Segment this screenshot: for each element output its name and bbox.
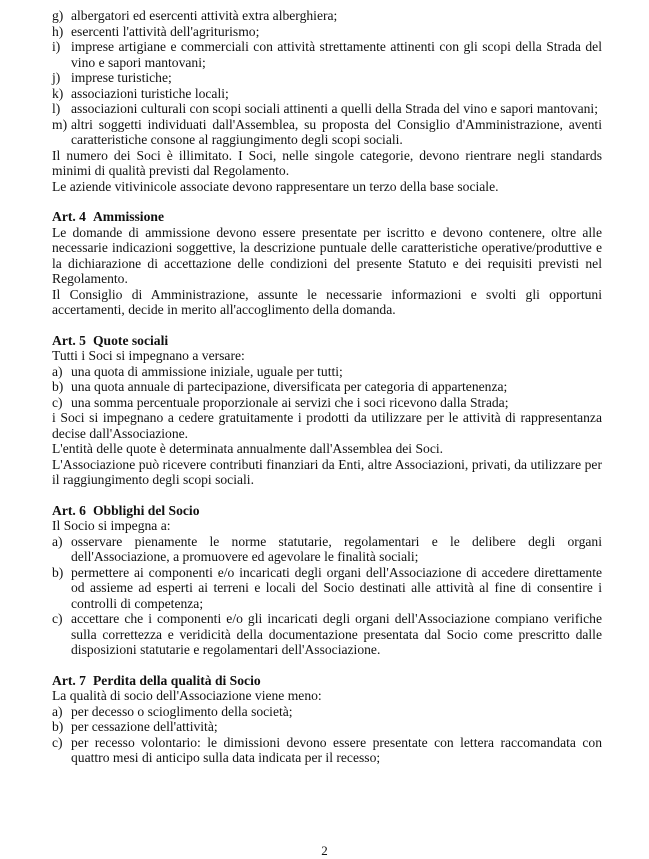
list-item-label: b)	[52, 564, 64, 580]
list-item-label: b)	[52, 379, 64, 394]
list-item	[52, 24, 602, 40]
article-7	[52, 673, 602, 766]
list-item	[52, 39, 602, 70]
paragraph: Tutti i Soci si impegnano a versare:	[52, 348, 245, 363]
list-item	[52, 395, 602, 411]
list-item	[52, 534, 602, 565]
list-item	[52, 101, 602, 117]
list-item-label: b)	[52, 719, 64, 734]
list-item-text: albergatori ed esercenti attività extra alberghiera;	[71, 8, 338, 23]
list-item	[52, 86, 602, 102]
list-item-label: c)	[52, 394, 63, 410]
article-heading	[52, 503, 602, 519]
page-number: 2	[321, 843, 328, 858]
article-number: Art. 5	[52, 332, 86, 348]
list-item-label: j)	[52, 70, 61, 85]
list-item-text: altri soggetti individuati dall'Assemblea, su proposta del Consiglio d'Amministrazione, aventi caratteristiche consone al raggiungimento degli scopi sociali.	[71, 116, 602, 147]
list-item	[52, 704, 602, 720]
list-item-text: imprese artigiane e commerciali con attività strettamente attinenti con gli scopi della Strada del vino e sapori mantovani;	[71, 39, 602, 70]
list-item-text: osservare pienamente le norme statutarie, regolamentari e le delibere degli organi dell'Associazione, a promuovere ed agevolare le finalità sociali;	[71, 533, 602, 564]
list-item-label: l)	[52, 101, 61, 116]
list-item-text: per cessazione dell'attività;	[71, 719, 218, 734]
list-item-label: a)	[52, 363, 63, 379]
list-item-label: i)	[52, 39, 61, 54]
list-item	[52, 611, 602, 658]
paragraph: Il Consiglio di Amministrazione, assunte le necessarie informazioni e svolti gli opportuni accertamenti, decide in merito all'accoglimento della domanda.	[52, 286, 602, 317]
article-heading	[52, 209, 602, 225]
paragraph: Le aziende vitivinicole associate devono rappresentare un terzo della base sociale.	[52, 178, 499, 194]
list-item	[52, 117, 602, 148]
article-heading	[52, 333, 602, 349]
list-item-label: a)	[52, 703, 63, 719]
paragraph: L'Associazione può ricevere contributi finanziari da Enti, altre Associazioni, privati, da utilizzare per il raggiungimento degli scopi sociali.	[52, 456, 602, 487]
member-categories-list	[52, 8, 602, 148]
list-item-label: k)	[52, 85, 64, 101]
article-title: Obblighi del Socio	[92, 502, 200, 518]
paragraph: i Soci si impegnano a cedere gratuitamente i prodotti da utilizzare per le attività di rappresentanza decise dall'Associazione.	[52, 410, 602, 441]
article-title: Perdita della qualità di Socio	[92, 672, 261, 688]
article-number: Art. 4	[52, 209, 86, 224]
article-title: Quote sociali	[92, 332, 169, 348]
list-item-label: g)	[52, 8, 64, 23]
list-item-label: h)	[52, 23, 64, 39]
article-6	[52, 503, 602, 658]
list-item-text: per decesso o scioglimento della società;	[71, 703, 293, 719]
list-item-text: esercenti l'attività dell'agriturismo;	[71, 23, 260, 39]
paragraph: Le domande di ammissione devono essere presentate per iscritto e devono contenere, oltre alle necessarie indicazioni soggettive, la descrizione puntuale delle caratteristiche operative/produttive e la dichiarazione di accettazione delle condizioni del presente Statuto e dei requisiti previsti nel Regolamento.	[52, 224, 602, 286]
list-item-text: per recesso volontario: le dimissioni devono essere presentate con lettera raccomandata con quattro mesi di anticipo sulla data indicata per il recesso;	[71, 734, 602, 765]
paragraph: Il numero dei Soci è illimitato. I Soci, nelle singole categorie, devono rientrare negli standards minimi di qualità previsti dal Regolamento.	[52, 147, 602, 178]
list-item-text: permettere ai componenti e/o incaricati degli organi dell'Associazione di accedere direttamente od assieme ad esperti ai terreni e locali del Socio destinati alle attività al fine di consentire i controlli di competenza;	[71, 564, 602, 611]
spacer	[52, 488, 602, 503]
list-item-label: c)	[52, 734, 63, 750]
article-4	[52, 209, 602, 318]
list-item	[52, 70, 602, 86]
list-item-label: a)	[52, 533, 63, 549]
list-item	[52, 719, 602, 735]
article-heading	[52, 673, 602, 689]
list-item	[52, 565, 602, 612]
list-item-text: associazioni culturali con scopi sociali attinenti a quelli della Strada del vino e sapori mantovani;	[71, 101, 598, 116]
list-item-text: imprese turistiche;	[71, 70, 172, 85]
list-item-text: una quota di ammissione iniziale, uguale per tutti;	[71, 363, 343, 379]
spacer	[52, 658, 602, 673]
list-item	[52, 8, 602, 24]
spacer	[52, 194, 602, 209]
list-item-text: una quota annuale di partecipazione, diversificata per categoria di appartenenza;	[71, 379, 508, 394]
spacer	[52, 318, 602, 333]
list-item-label: c)	[52, 611, 63, 626]
list-item-text: associazioni turistiche locali;	[71, 85, 229, 101]
list-item	[52, 379, 602, 395]
paragraph: La qualità di socio dell'Associazione viene meno:	[52, 688, 322, 703]
paragraph: L'entità delle quote è determinata annualmente dall'Assemblea dei Soci.	[52, 441, 444, 456]
list-item	[52, 735, 602, 766]
page-content	[52, 8, 602, 766]
list-item	[52, 364, 602, 380]
list-item-text: accettare che i componenti e/o gli incaricati degli organi dell'Associazione compiano verifiche sulla correttezza e veridicità della documentazione presentata dal Socio come prescritto dalle disposizioni statutarie e regolamentari dell'Associazione.	[71, 611, 602, 657]
paragraph: Il Socio si impegna a:	[52, 518, 171, 533]
article-number: Art. 7	[52, 672, 86, 688]
list-item-text: una somma percentuale proporzionale ai servizi che i soci ricevono dalla Strada;	[71, 394, 509, 410]
article-title: Ammissione	[92, 209, 164, 224]
article-5	[52, 333, 602, 488]
list-item-label: m)	[52, 116, 68, 132]
article-number: Art. 6	[52, 502, 86, 518]
